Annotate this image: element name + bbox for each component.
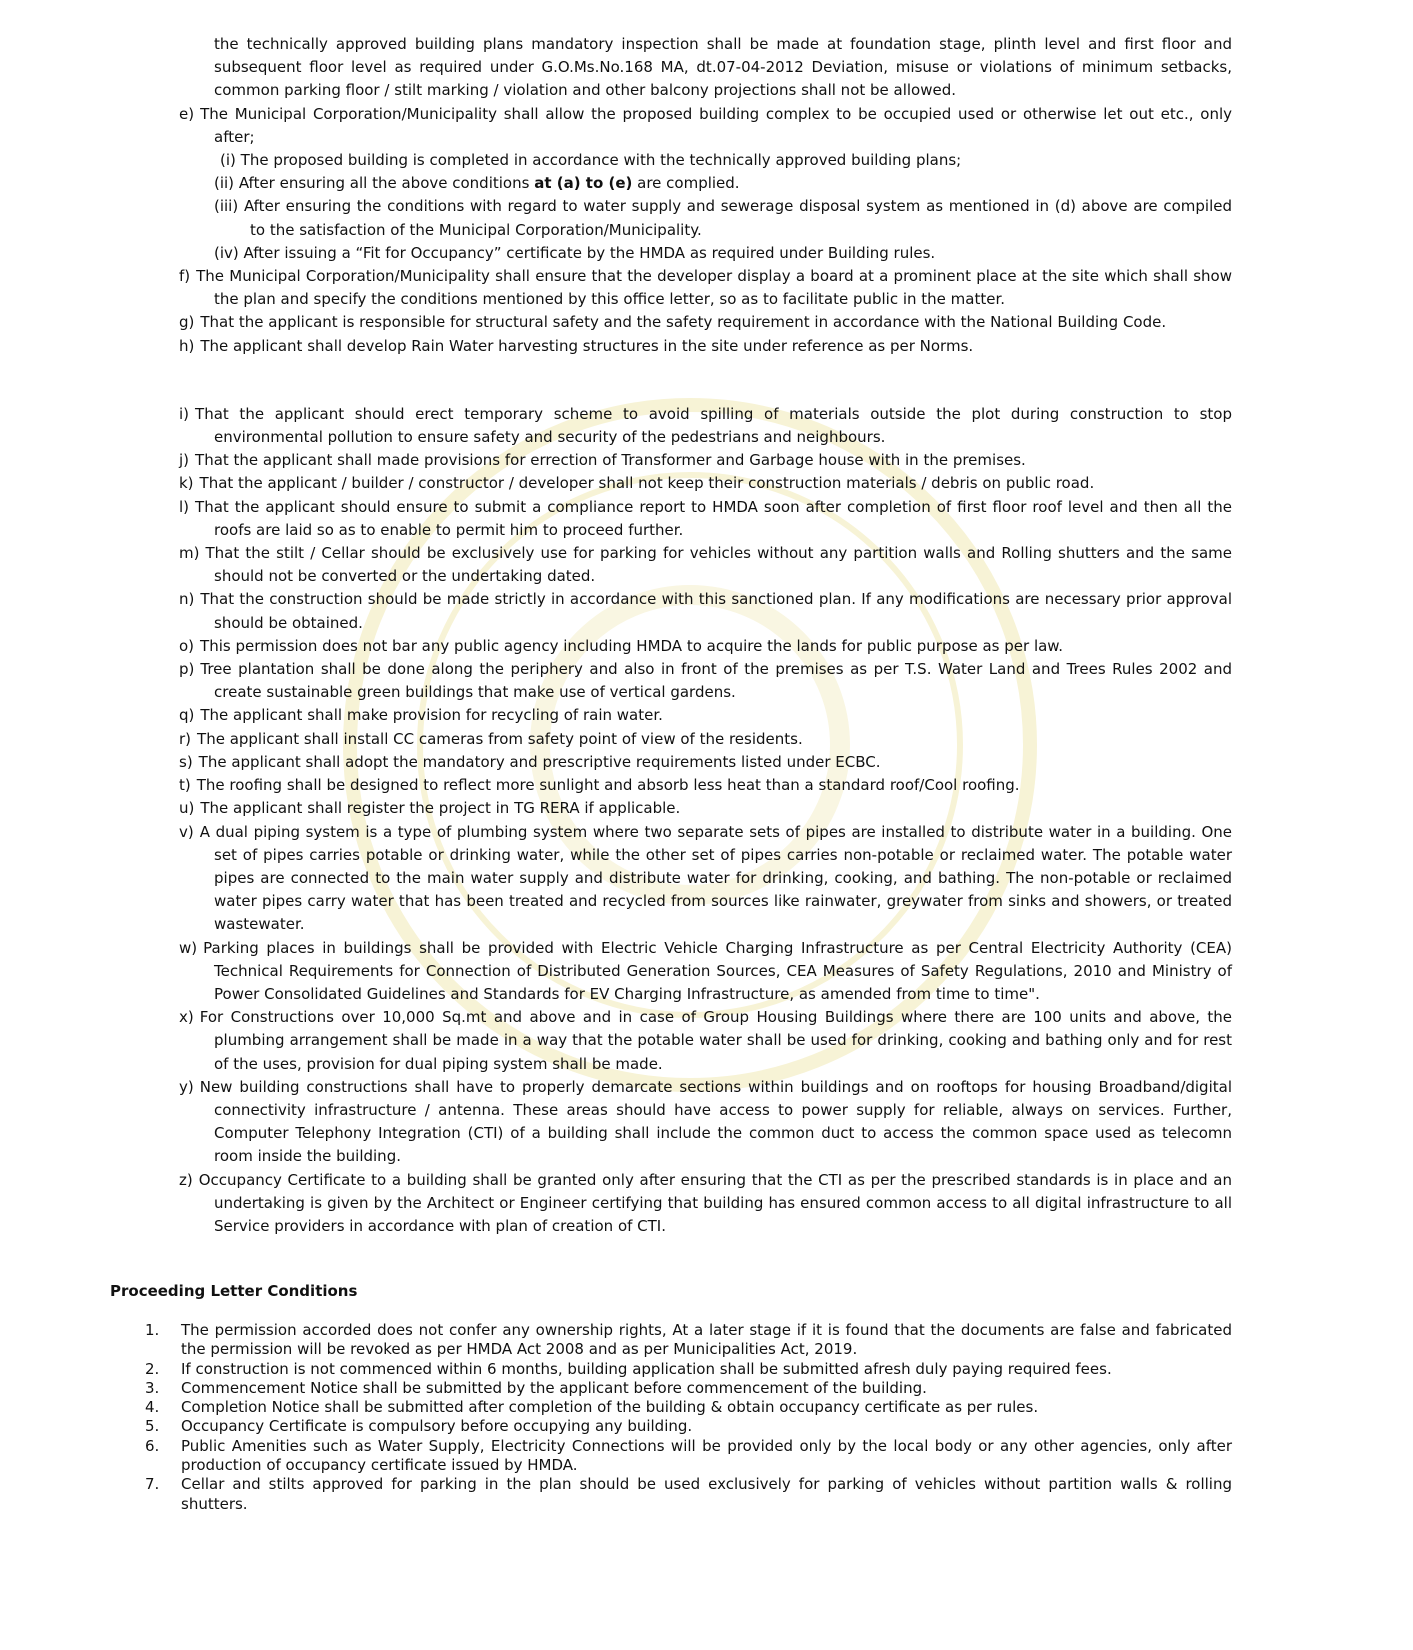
- subitem-label: (iv): [214, 243, 239, 262]
- section-heading: Proceeding Letter Conditions: [110, 1282, 358, 1300]
- condition-item: [179, 311, 1232, 334]
- condition-item: [145, 1417, 1232, 1436]
- condition-label: n): [179, 590, 195, 609]
- condition-text: The Municipal Corporation/Municipality shall ensure that the developer display a board at a prominent place at the site which shall show the plan and specify the conditions mentioned by this office letter, so as to facilitate public in the matter.: [196, 267, 1232, 309]
- condition-item: [179, 704, 1232, 727]
- subitem-text: After issuing a “Fit for Occupancy” certificate by the HMDA as required under Building rules.: [243, 243, 936, 262]
- condition-label: i): [179, 404, 190, 423]
- condition-item: [179, 797, 1232, 820]
- condition-label: t): [179, 776, 191, 795]
- condition-text: The applicant shall install CC cameras from safety point of view of the residents.: [197, 729, 803, 748]
- subitem-text: After ensuring the conditions with regard to water supply and sewerage disposal system as mentioned in (d) above are compiled to the satisfaction of the Municipal Corporation/Municipality.: [243, 197, 1232, 239]
- condition-text: The applicant shall register the project in TG RERA if applicable.: [200, 799, 681, 818]
- condition-label: m): [179, 544, 200, 563]
- condition-item: [145, 1360, 1232, 1379]
- condition-text: A dual piping system is a type of plumbing system where two separate sets of pipes are installed to distribute water in a building. One set of pipes carries potable or drinking water, while the other set of pipes carries non-potable or reclaimed water. The potable water pipes are connected to the main water supply and distribute water for drinking, cooking, and bathing. The non-potable or reclaimed water pipes carry water that has been treated and recycled from sources like rainwater, greywater from sinks and showers, or treated wastewater.: [199, 822, 1232, 934]
- condition-label: x): [179, 1008, 194, 1027]
- condition-label: 4.: [145, 1398, 160, 1417]
- condition-label: k): [179, 474, 194, 493]
- condition-item: [179, 335, 1232, 358]
- condition-text: That the applicant should erect temporary scheme to avoid spilling of materials outside the plot during construction to stop environmental pollution to ensure safety and security of the pedestrians and neighbours.: [195, 404, 1232, 447]
- condition-text: Public Amenities such as Water Supply, Electricity Connections will be provided only by the local body or any other agencies, only after production of occupancy certificate issued by HMDA.: [181, 1436, 1232, 1475]
- condition-item: [145, 1398, 1232, 1417]
- condition-item: [179, 1169, 1232, 1239]
- condition-e-subitems: [179, 149, 1232, 265]
- condition-text: The applicant shall develop Rain Water harvesting structures in the site under reference as per Norms.: [200, 336, 974, 355]
- condition-label: 6.: [145, 1436, 160, 1455]
- proceeding-conditions-list: [145, 1321, 1232, 1513]
- condition-item: [179, 751, 1232, 774]
- subitem-i: [214, 149, 1232, 172]
- condition-item: [179, 496, 1232, 542]
- condition-text: The applicant shall adopt the mandatory and prescriptive requirements listed under ECBC.: [198, 752, 881, 771]
- condition-text: The roofing shall be designed to reflect more sunlight and absorb less heat than a standard roof/Cool roofing.: [196, 776, 1020, 795]
- condition-label: v): [179, 822, 194, 841]
- condition-item: [145, 1437, 1232, 1476]
- subitem-label: (i): [220, 151, 236, 170]
- condition-label: w): [179, 938, 198, 957]
- condition-text: Parking places in buildings shall be provided with Electric Vehicle Charging Infrastructure as per Central Electricity Authority (CEA) Technical Requirements for Connection of Distributed Generation Sources, CEA Measures of Safety Regulations, 2010 and Ministry of Power Consolidated Guidelines and Standards for EV Charging Infrastructure, as amended from time to time".: [203, 938, 1232, 1003]
- condition-text: Commencement Notice shall be submitted by the applicant before commencement of the building.: [181, 1378, 927, 1397]
- condition-text: Cellar and stilts approved for parking in the plan should be used exclusively for parking of vehicles without partition walls & rolling shutters.: [181, 1475, 1232, 1513]
- condition-item: [179, 403, 1232, 449]
- condition-item: [179, 821, 1232, 937]
- lead-paragraph: the technically approved building plans mandatory inspection shall be made at foundation stage, plinth level and first floor and subsequent floor level as required under G.O.Ms.No.168 MA, dt.07-04-2012 Deviation, misuse or violations of minimum setbacks, common parking floor / stilt marking / violation and other balcony projections shall not be allowed.: [214, 35, 1232, 100]
- subitem-iii: [214, 195, 1232, 241]
- subitem-text: After ensuring all the above conditions: [238, 174, 530, 193]
- subitem-text: are complied.: [637, 174, 740, 193]
- subitem-label: (iii): [214, 197, 239, 216]
- condition-label: h): [179, 336, 195, 355]
- condition-text: That the applicant shall made provisions for errection of Transformer and Garbage house with in the premises.: [195, 451, 1026, 470]
- condition-label: 7.: [145, 1475, 160, 1494]
- condition-text: If construction is not commenced within 6 months, building application shall be submitted afresh duly paying required fees.: [181, 1359, 1112, 1378]
- subitem-iv: [214, 242, 1232, 265]
- condition-item: [179, 449, 1232, 472]
- condition-label: s): [179, 752, 193, 771]
- condition-text: The permission accorded does not confer any ownership rights, At a later stage if it is found that the documents are false and fabricated the permission will be revoked as per HMDA Act 2008 and as per Municipalities Act, 2019.: [181, 1321, 1232, 1359]
- condition-text: That the applicant is responsible for structural safety and the safety requirement in accordance with the National Building Code.: [200, 313, 1167, 332]
- condition-text: New building constructions shall have to properly demarcate sections within buildings and on rooftops for housing Broadband/digital connectivity infrastructure / antenna. These areas should have access to power supply for reliable, always on services. Further, Computer Telephony Integration (CTI) of a building shall include the common duct to access the common space used as telecomn room inside the building.: [199, 1077, 1232, 1166]
- condition-label: e): [179, 104, 195, 123]
- condition-label: 3.: [145, 1378, 160, 1397]
- condition-item: [179, 658, 1232, 704]
- condition-item: [145, 1379, 1232, 1398]
- condition-label: l): [179, 497, 190, 516]
- condition-text: Completion Notice shall be submitted after completion of the building & obtain occupancy certificate as per rules.: [181, 1398, 1039, 1417]
- condition-text: That the applicant / builder / constructor / developer shall not keep their construction materials / debris on public road.: [199, 474, 1095, 493]
- conditions-i-to-z: [179, 403, 1232, 1238]
- condition-text: This permission does not bar any public agency including HMDA to acquire the lands for public purpose as per law.: [200, 636, 1063, 655]
- condition-text: That the stilt / Cellar should be exclusively use for parking for vehicles without any partition walls and Rolling shutters and the same should not be converted or the undertaking dated.: [205, 544, 1232, 586]
- condition-text: The applicant shall make provision for recycling of rain water.: [200, 706, 663, 725]
- condition-text: The Municipal Corporation/Municipality shall allow the proposed building complex to be occupied used or otherwise let out etc., only after;: [200, 104, 1232, 146]
- condition-label: y): [179, 1077, 194, 1096]
- condition-item: [179, 774, 1232, 797]
- subitem-label: (ii): [214, 174, 235, 193]
- conditions-f-to-h: [179, 265, 1232, 358]
- condition-label: u): [179, 799, 195, 818]
- condition-item: [179, 472, 1232, 495]
- conditions-body: [179, 33, 1232, 1238]
- condition-label: f): [179, 267, 191, 286]
- subitem-bold-text: at (a) to (e): [534, 174, 633, 193]
- condition-item: [179, 937, 1232, 1007]
- subitem-text: The proposed building is completed in accordance with the technically approved building plans;: [240, 151, 962, 170]
- condition-item: [179, 635, 1232, 658]
- condition-item: [179, 728, 1232, 751]
- condition-item: [179, 1076, 1232, 1169]
- condition-item: [179, 1006, 1232, 1076]
- condition-label: 1.: [145, 1321, 160, 1339]
- condition-label: j): [179, 451, 190, 470]
- condition-label: o): [179, 636, 195, 655]
- condition-label: 2.: [145, 1359, 160, 1378]
- condition-text: For Constructions over 10,000 Sq.mt and above and in case of Group Housing Buildings where there are 100 units and above, the plumbing arrangement shall be made in a way that the potable water shall be used for drinking, cooking and bathing only and for rest of the uses, provision for dual piping system shall be made.: [199, 1008, 1232, 1073]
- condition-text: That the construction should be made strictly in accordance with this sanctioned plan. If any modifications are necessary prior approval should be obtained.: [200, 590, 1232, 632]
- condition-item: [179, 588, 1232, 634]
- condition-item: [179, 542, 1232, 588]
- condition-text: Tree plantation shall be done along the periphery and also in front of the premises as per T.S. Water Land and Trees Rules 2002 and create sustainable green buildings that make use of vertical gardens.: [200, 660, 1232, 702]
- condition-item: [179, 265, 1232, 311]
- condition-label: p): [179, 660, 195, 679]
- condition-label: g): [179, 313, 195, 332]
- condition-label: q): [179, 706, 195, 725]
- condition-text: Occupancy Certificate is compulsory before occupying any building.: [181, 1417, 693, 1436]
- subitem-ii: [214, 172, 1232, 195]
- condition-label: r): [179, 729, 192, 748]
- condition-text: That the applicant should ensure to submit a compliance report to HMDA soon after completion of first floor roof level and then all the roofs are laid so as to enable to permit him to proceed further.: [195, 497, 1232, 539]
- condition-e: [179, 103, 1232, 149]
- condition-label: z): [179, 1170, 193, 1189]
- condition-label: 5.: [145, 1417, 160, 1436]
- condition-item: [145, 1321, 1232, 1360]
- condition-item: [145, 1475, 1232, 1514]
- condition-text: Occupancy Certificate to a building shall be granted only after ensuring that the CTI as per the prescribed standards is in place and an undertaking is given by the Architect or Engineer certifying that building has ensured common access to all digital infrastructure to all Service providers in accordance with plan of creation of CTI.: [198, 1170, 1232, 1235]
